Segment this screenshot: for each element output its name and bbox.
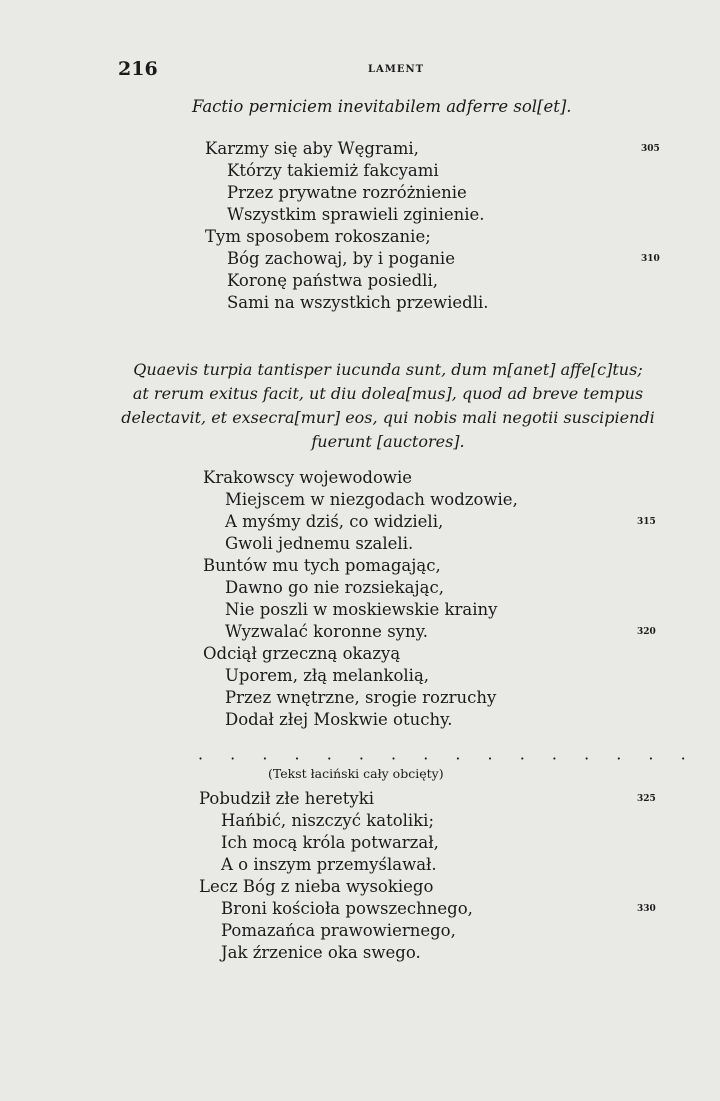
verse-line: Gwoli jednemu szaleli. (225, 534, 414, 553)
omission-dots: · · · · · · · · · · · · · · · · (198, 749, 697, 768)
line-number: 310 (641, 254, 660, 264)
verse-line: Krakowscy wojewodowie (203, 468, 413, 487)
verse-line: Bóg zachowaj, by i poganie 310 (227, 249, 660, 268)
latin-gloss-line: fuerunt [auctores]. (311, 432, 465, 451)
omission-note: (Tekst łaciński cały obcięty) (268, 766, 444, 781)
line-number: 330 (637, 904, 656, 914)
latin-gloss-2 (108, 358, 668, 454)
verse-line: Odciął grzeczną okazyą (203, 644, 401, 663)
verse-line: Sami na wszystkich przewiedli. (227, 293, 489, 312)
verse-block-3 (199, 788, 656, 964)
line-number: 305 (641, 144, 660, 154)
verse-line: Przez wnętrzne, srogie rozruchy (225, 688, 497, 707)
latin-gloss-line: at rerum exitus facit, ut diu dolea[mus], quod ad breve tempus (132, 384, 644, 403)
verse-line: Ich mocą króla potwarzał, (221, 833, 439, 852)
line-number: 315 (637, 517, 656, 527)
page-number: 216 (118, 58, 158, 80)
latin-gloss-line: Quaevis turpia tantisper iucunda sunt, dum m[anet] affe[c]tus; (133, 360, 643, 379)
page-header (0, 58, 720, 82)
verse-line: A o inszym przemyślawał. (221, 855, 437, 874)
latin-gloss-1: Factio perniciem inevitabilem adferre sol[et]. (192, 97, 572, 116)
verse-line: Karzmy się aby Węgrami, 305 (205, 139, 660, 158)
verse-line: Wyzwalać koronne syny. 320 (225, 622, 656, 641)
verse-block-2 (203, 467, 656, 731)
verse-line: Dawno go nie rozsiekając, (225, 578, 444, 597)
verse-line: Pobudził złe heretyki 325 (199, 789, 656, 808)
verse-line: Przez prywatne rozróżnienie (227, 183, 467, 202)
verse-line: Hańbić, niszczyć katoliki; (221, 811, 435, 830)
line-number: 320 (637, 627, 656, 637)
verse-line: Dodał złej Moskwie otuchy. (225, 710, 453, 729)
line-number: 325 (637, 794, 656, 804)
verse-line: Którzy takiemiż fakcyami (227, 161, 439, 180)
verse-line: Broni kościoła powszechnego, 330 (221, 899, 656, 918)
running-title: LAMENT (368, 64, 425, 75)
verse-line: Jak źrzenice oka swego. (221, 943, 421, 962)
verse-line: Uporem, złą melankolią, (225, 666, 430, 685)
verse-line: Pomazańca prawowiernego, (221, 921, 456, 940)
verse-line: Nie poszli w moskiewskie krainy (225, 600, 498, 619)
verse-line: Lecz Bóg z nieba wysokiego (199, 877, 434, 896)
verse-line: Koronę państwa posiedli, (227, 271, 438, 290)
verse-line: Buntów mu tych pomagając, (203, 556, 441, 575)
verse-line: Miejscem w niezgodach wodzowie, (225, 490, 518, 509)
latin-gloss-line: delectavit, et exsecra[mur] eos, qui nobis mali negotii suscipiendi (121, 408, 655, 427)
verse-line: A myśmy dziś, co widzieli, 315 (225, 512, 656, 531)
verse-line: Tym sposobem rokoszanie; (205, 227, 431, 246)
verse-block-1 (205, 138, 660, 314)
verse-line: Wszystkim sprawieli zginienie. (227, 205, 485, 224)
